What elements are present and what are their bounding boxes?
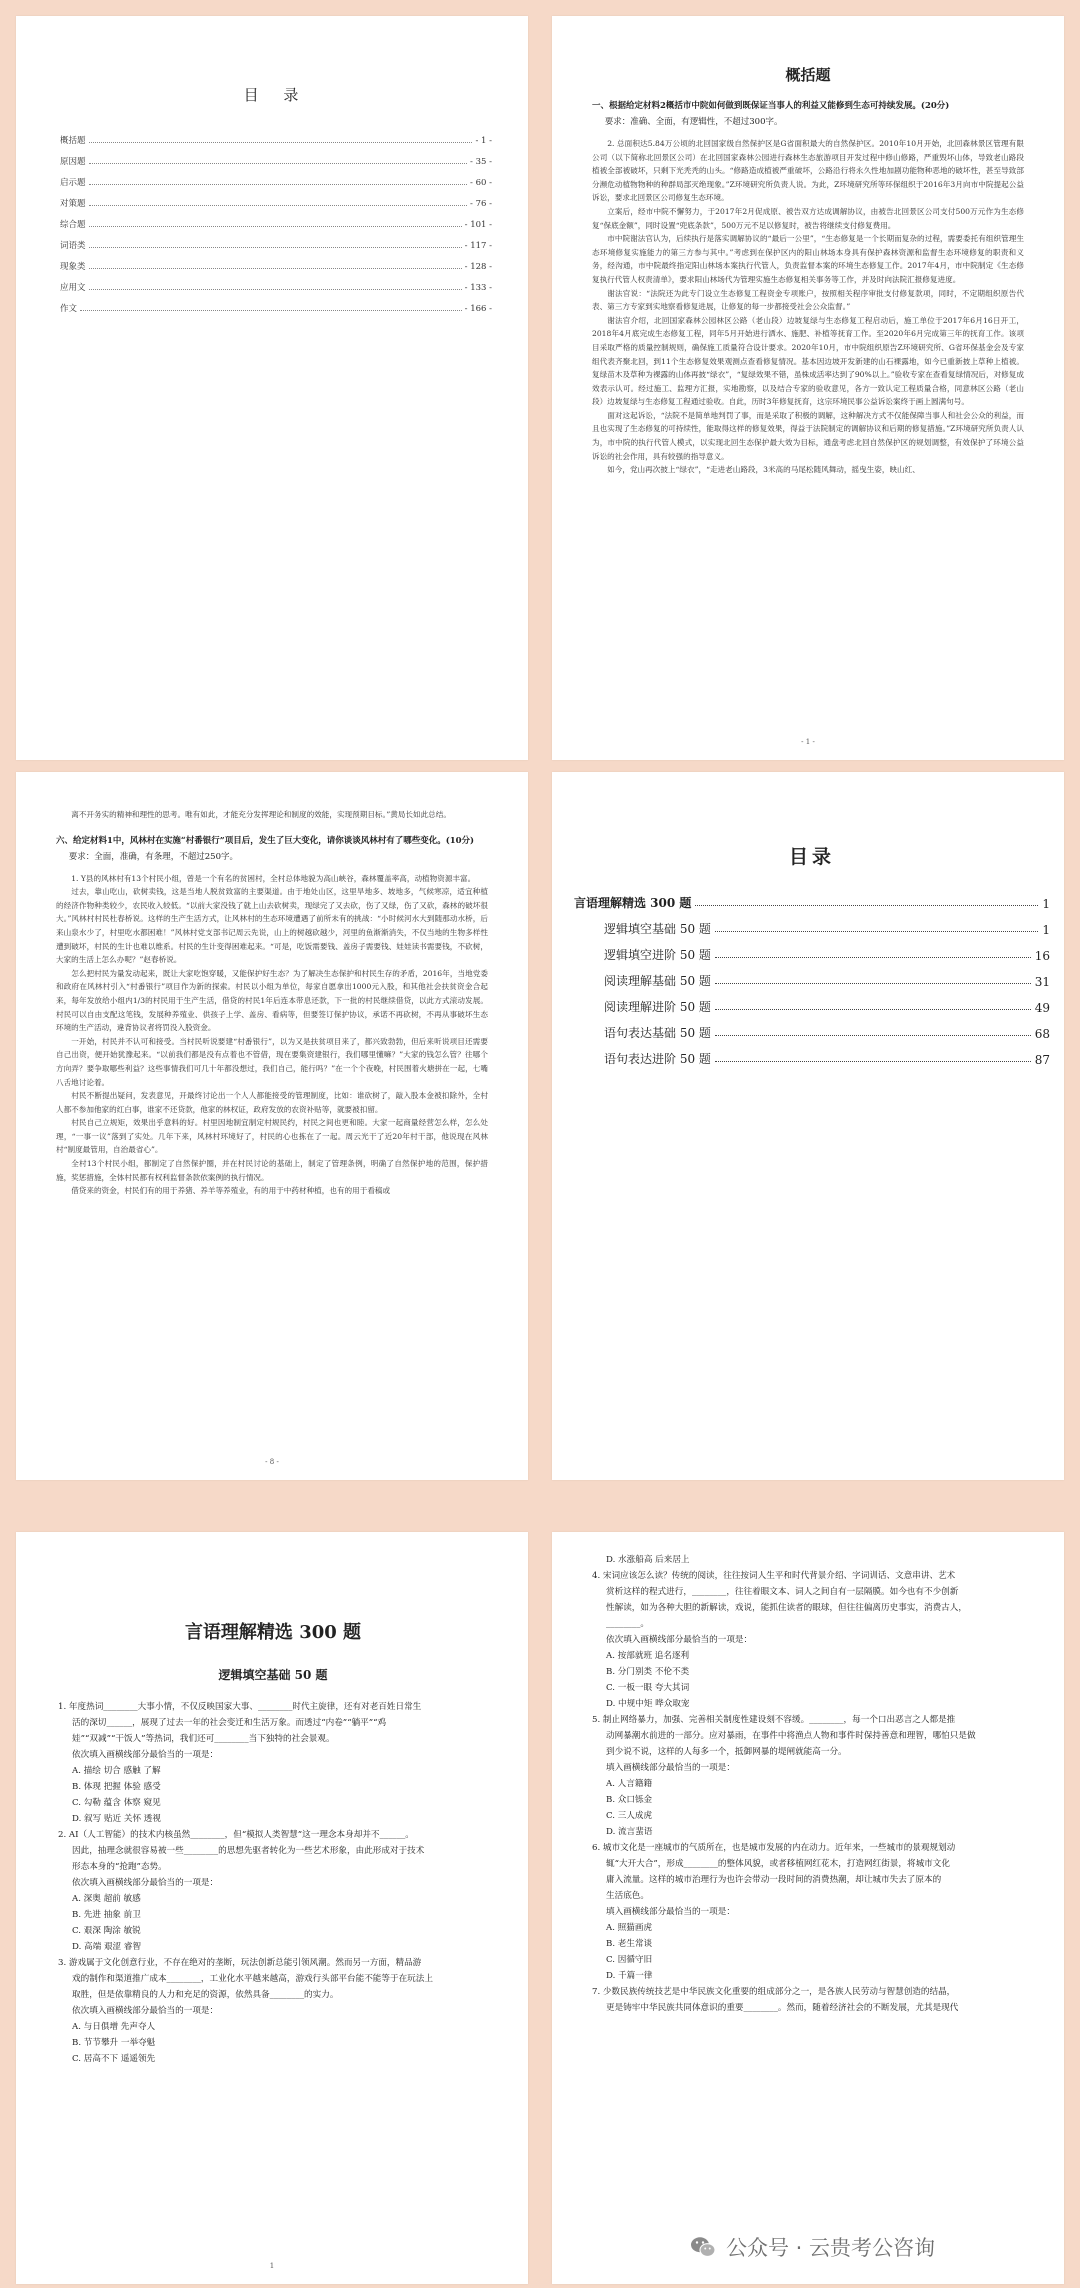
watermark bbox=[688, 2232, 935, 2262]
answer-option: C. 三人成虎 bbox=[606, 1811, 653, 1821]
material-paragraph: 谢法官介绍，北回国家森林公园林区公路（老山段）边坡复绿与生态修复工程启动后，施工单位于2017年6月16日开工，2018年4月底完成生态修复工程，同年5月开始进行洒水、施肥、补植等抚育工作。至2020年6月完成第三年的抚育工作。该项目采取严格的质量控制规则，确保施工质量符合设计要求。2020年10月，市中院组织原告Z环境研究所、G省环保基金会及专家组代表齐聚北回，到11个生态修复效果观测点查看修复情况。基本因边坡开发新建的山石裸露地，如今已重新披上草种上植被。复绿苗木及草种为裸露的山体再披“绿衣”，“复绿效果不错，虽株成活率达到了90%以上。”验收专家在查看复绿情况后，对修复成效表示认可。经过施工、监理方汇报，实地勘察，以及结合专家的验收意见，各方一致认定工程质量合格，同意林区公路（老山段）边坡复绿与生态修复工程通过验收。自此，历时3年修复抚育，这宗环境民事公益诉讼案终于画上圆满句号。 bbox=[592, 315, 1024, 407]
toc-page: - 128 - bbox=[464, 262, 492, 272]
toc-label: 综合题 bbox=[60, 220, 86, 230]
question-text: 赏析这样的程式进行，________，往往着眼文本、词人之间自有一层隔膜。如今也有不少创新 bbox=[606, 1587, 959, 1597]
toc2-leader bbox=[695, 905, 1038, 906]
answer-option: C. 居高不下 遥遥领先 bbox=[72, 2054, 156, 2064]
toc-row bbox=[60, 209, 492, 230]
question-text: 戏的制作和渠道推广成本________，工业化水平越来越高，游戏行头部平台能不能等于在玩法上 bbox=[72, 1974, 433, 1984]
page-number: - 1 - bbox=[801, 738, 815, 746]
toc-row bbox=[60, 272, 492, 293]
toc2-sub-row bbox=[574, 963, 1050, 989]
answer-option: B. 分门别类 不伦不类 bbox=[606, 1667, 690, 1677]
toc-label: 应用文 bbox=[60, 283, 86, 293]
question-text: 形态本身的“抢跑”态势。 bbox=[72, 1862, 167, 1872]
toc2-page: 68 bbox=[1034, 1027, 1050, 1041]
question-text: 依次填入画横线部分最恰当的一项是： bbox=[72, 1750, 219, 1760]
toc-label: 概括题 bbox=[60, 136, 86, 146]
answer-option: C. 勾勒 蕴含 体察 窥见 bbox=[72, 1798, 161, 1808]
answer-option: A. 照猫画虎 bbox=[606, 1923, 653, 1933]
material-paragraph: 2. 总面积达5.84万公顷的北回国家级自然保护区是G省面积最大的自然保护区。2010年10月开始，北回森林景区管理有限公司（以下简称北回景区公司）在北回国家森林公园进行森林生态旅游项目开发过程中修山修路，严重毁坏山体，导致老山路段植被全部被破坏，只剩下光秃秃的山头。“修路造成植被严重破坏，公路沿行将永久性地加剧功能物种恶地的破坏性，甚至导致部分濒危动植物物种的种群局部灭绝现象。”Z环境研究所负责人说。为此，Z环境研究所等环保组织于2016年3月向市中院提起公益诉讼，要求北回景区公司修复生态环境。 bbox=[592, 139, 1024, 203]
toc2-label: 语句表达基础 50 题 bbox=[604, 1026, 711, 1040]
question-stem: 7. 少数民族传统技艺是中华民族文化重要的组成部分之一，是各族人民劳动与智慧创造的结晶， bbox=[592, 1987, 956, 1997]
toc-leader bbox=[80, 310, 462, 311]
material-paragraph: 全村13个村民小组，都制定了自然保护圈，并在村民讨论的基础上，制定了管理条例，明确了自然保护地的范围，保护措施，奖惩措施，全体村民都有权利监督条款依案例的执行情况。 bbox=[56, 1159, 488, 1182]
question-stem: 5. 制止网络暴力，加强、完善相关制度性建设刻不容缓。________，每一个口出恶言之人都是推 bbox=[592, 1715, 956, 1725]
toc-row bbox=[60, 167, 492, 188]
question-text: 生活底色。 bbox=[606, 1891, 649, 1901]
question-stem: 1. 年度热词________大事小情，不仅反映国家大事、________时代主旋律，还有对老百姓日常生 bbox=[58, 1702, 422, 1712]
toc-label: 启示题 bbox=[60, 178, 86, 188]
question-text: 动网暴潮水前进的一部分。应对暴雨，在事件中将渔点人物和事件时保持善意和理智，哪怕只是做 bbox=[606, 1731, 976, 1741]
toc2-page: 87 bbox=[1034, 1053, 1050, 1067]
material-paragraph: 怎么把村民为量发动起来，既让大家吃饱穿暖，又能保护好生态？为了解决生态保护和村民生存的矛盾，2016年，当地党委和政府在风林村引入“村番银行”项目作为新的探索。村民以小组为单位，每家自愿拿出1000元入股，和其他社会扶贫资金合起来，每年发放给小组内1/3的村民用于生产生活，借贷的村民1年后连本带息还款，下一批的村民继续借贷，以此方式滚动发展。村民可以自由支配这笔钱，发展种养殖业、供孩子上学、盖房、看病等，但要签订保护协议，承诺不再砍树，不再从事破坏生态环境的生产活动，違背协议者将罚没入股资金。 bbox=[56, 968, 488, 1033]
material-paragraph: 市中院谢法官认为，后续执行是落实调解协议的“最后一公里”，“生态修复是一个长期而复杂的过程，需要委托有组织管理生态环境修复实施能力的第三方参与其中。”考虑到在保护区内的阳山林场本身具有保护森林资源和监督生态环境修复的职责和义务，经沟通，市中院最终指定阳山林场本案执行代管人，负责监督本案的环境生态修复工作。2017年4月，市中院制定《生态修复执行代管人权责清单》，要求阳山林场代为管理实施生态修复相关事务等工作，并及时向法院汇报修复进度。 bbox=[592, 234, 1024, 284]
toc2-page: 31 bbox=[1034, 975, 1050, 989]
question-requirement: 要求：全面，准确，有条理，不超过250字。 bbox=[68, 851, 238, 862]
toc-page: - 60 - bbox=[470, 178, 492, 188]
material-paragraph: 一开始，村民并不认可和接受。当村民听说要建“村番银行”，以为又是扶贫项目来了，都兴致勃勃，但后来听说项目还需要自己出资，便开始犹豫起来。“以前我们都是没有点着也不管借，现在要集资建银行，我们哪里懂嘛？”大家的钱怎么管？往哪个方向弄？要争取哪些利益？这些事情我们可几十年都没想过，我们自己，能行吗？”在一个个夜晚，村民围着火塘拼在一起，七嘴八舌地讨论着。 bbox=[56, 1036, 488, 1087]
toc-title: 目 录 bbox=[243, 86, 309, 104]
toc-row bbox=[60, 251, 492, 272]
question-text: 依次填入画横线部分最恰当的一项是： bbox=[72, 2006, 219, 2016]
toc2-label: 言语理解精选 300 题 bbox=[574, 896, 692, 910]
toc2-page bbox=[552, 772, 1064, 1480]
toc2-leader bbox=[715, 983, 1031, 984]
questions-page-1 bbox=[16, 1532, 528, 2284]
toc-page bbox=[16, 16, 528, 760]
answer-option: B. 众口铄金 bbox=[606, 1795, 653, 1805]
toc2-page: 1 bbox=[1042, 923, 1050, 937]
toc-leader bbox=[89, 226, 462, 227]
toc-label: 现象类 bbox=[60, 262, 86, 272]
toc2-title: 目录 bbox=[788, 846, 835, 868]
material-page bbox=[16, 772, 528, 1480]
toc2-sub-row bbox=[574, 1015, 1050, 1041]
material-paragraph: 谢法官说：“法院还为此专门设立生态修复工程资金专项账户，按照相关程序审批支付修复款项，同时，不定期组织原告代表、第三方专家到实地察看修复进展，让修复的每一步都接受社会公众监督。” bbox=[592, 288, 1024, 312]
answer-option: C. 一板一眼 夸大其词 bbox=[606, 1683, 690, 1693]
toc-label: 对策题 bbox=[60, 199, 86, 209]
toc2-label: 逻辑填空基础 50 题 bbox=[604, 922, 711, 936]
question-text: 依次填入画横线部分最恰当的一项是： bbox=[606, 1635, 753, 1645]
answer-option: D. 水涨船高 后来居上 bbox=[606, 1555, 690, 1565]
material-paragraph: 1. Y县的风林村有13个村民小组，曾是一个有名的贫困村，全村总体地貌为高山峡谷，森林覆盖率高，动植物资源丰富。 bbox=[71, 873, 476, 883]
question-text: 取胜，但是依靠精良的人力和充足的资源，依然具备________的实力。 bbox=[72, 1990, 339, 2000]
answer-option: A. 描绘 切合 感触 了解 bbox=[72, 1766, 161, 1776]
question-text: 娃”“双减”“干饭人”等热词，我们还可________当下独特的社会景观。 bbox=[72, 1734, 335, 1744]
toc-row bbox=[60, 230, 492, 251]
answer-option: D. 流言蜚语 bbox=[606, 1827, 653, 1837]
material-paragraph: 过去，靠山吃山，砍树卖钱，这是当地人脱贫致富的主要渠道。由于地处山区，这里旱地多、坡地多，气候寒凉，适宜种植的经济作物种类较少，农民收入较低。“以前大家没钱了就上山去砍树卖，现绿完了又去砍，伤了又绿，伤了又砍，森林的破坏很大。”风林村村民杜春桥说。这样的生产生活方式，让风林村的生态环境遭遇了前所未有的挑战：“小时候河水大到随那动水桥，后来山泉水少了，村里吃水都困难！”风林村党支部书记周云先说，山上的树越砍越少，河里的鱼渐渐消失，不仅当地的生物多样性遭到破坏，村民的生计也难以维系。村民的生计变得困难起来。“可是，吃饭需要钱、盖房子需要钱、娃娃读书需要钱，不砍树，大家的生活上怎么办呢？”赵春桥说。 bbox=[56, 887, 488, 965]
toc-leader bbox=[89, 247, 462, 248]
toc-page: - 101 - bbox=[464, 220, 492, 230]
toc-leader bbox=[89, 205, 468, 206]
material-paragraph: 村民不断提出疑问，发表意见，开最终讨论出一个人人都能接受的管理制度，比如：谁砍树了，敲入股本金被扣除外，全村人都不参加他家的红白事，谁家不还贷款，他家的林权证，政府发放的农资补贴等，就要被扣留。 bbox=[56, 1091, 488, 1114]
toc-label: 作文 bbox=[60, 304, 78, 314]
toc2-leader bbox=[715, 957, 1031, 958]
toc2-leader bbox=[715, 931, 1038, 932]
toc2-leader bbox=[715, 1035, 1031, 1036]
answer-option: C. 因循守旧 bbox=[606, 1955, 653, 1965]
toc-leader bbox=[89, 163, 468, 164]
page-title: 概括题 bbox=[785, 66, 831, 84]
answer-option: A. 与日俱增 先声夺人 bbox=[72, 2022, 156, 2032]
toc-leader bbox=[89, 268, 462, 269]
toc2-label: 语句表达进阶 50 题 bbox=[604, 1052, 711, 1066]
material-paragraph: 村民自己立规矩，效果出乎意料的好。村里因地制宜制定村规民约，村民之间也更和睦。大家一起商量经营怎么样，怎么处理，“一事一议”落到了实处。几年下来，风林村环境好了，村民的心也拣在了一起。周云光干了近20年村干部，他说现在风林村“制度最管用，自治最省心”。 bbox=[56, 1118, 488, 1155]
toc2-leader bbox=[715, 1061, 1031, 1062]
question-text: 填入画横线部分最恰当的一项是： bbox=[606, 1763, 735, 1773]
question-stem: 4. 宋词应该怎么读？传统的阅读，往往按词人生平和时代背景介绍、字词训话、文意串讲、艺术 bbox=[592, 1571, 956, 1581]
toc2-leader bbox=[715, 1009, 1031, 1010]
answer-option: D. 叙写 贴近 关怀 透视 bbox=[72, 1814, 161, 1824]
question-text: 依次填入画横线部分最恰当的一项是： bbox=[72, 1878, 219, 1888]
toc-row bbox=[60, 293, 492, 314]
toc2-label: 阅读理解进阶 50 题 bbox=[604, 1000, 711, 1014]
toc-page: - 76 - bbox=[470, 199, 492, 209]
watermark-text: 公众号 · 云贵考公咨询 bbox=[726, 2236, 936, 2260]
answer-option: B. 先进 抽象 前卫 bbox=[72, 1910, 141, 1920]
toc-page: - 1 - bbox=[475, 136, 492, 146]
material-paragraph: 借贷来的资金，村民们有的用于养猪、养羊等养殖业，有的用于中药材种植，也有的用于看稿或 bbox=[71, 1186, 391, 1196]
toc2-page: 49 bbox=[1034, 1001, 1050, 1015]
question-text: 到少说不说，这样的人每多一个，抵御网暴的堤闸就能高一分。 bbox=[606, 1747, 847, 1757]
section-title: 逻辑填空基础 50 题 bbox=[218, 1668, 328, 1682]
toc-row bbox=[60, 125, 492, 146]
toc2-sub-row bbox=[574, 911, 1050, 937]
toc-leader bbox=[89, 142, 473, 143]
question-requirement: 要求：准确、全面，有逻辑性，不超过300字。 bbox=[604, 117, 783, 127]
material-paragraph: 立案后，经市中院不懈努力，于2017年2月促成原、被告双方达成调解协议，由被告北回景区公司支付500万元作为生态修复“保底金额”，同时设置“兜底条款”，500万元不足以修复时，被告将继续支付修复费用。 bbox=[592, 206, 1024, 230]
toc-label: 原因题 bbox=[60, 157, 86, 167]
question-text: 辄“大开大合”，形成________的整体风貌，或者移植网红花木，打造网红街景，将城市文化 bbox=[606, 1859, 950, 1869]
question-heading: 六、给定材料1中，风林村在实施“村番银行”项目后，发生了巨大变化，请你谈谈风林村有了哪些变化。(10分) bbox=[56, 835, 475, 846]
answer-option: B. 老生常谈 bbox=[606, 1939, 653, 1949]
toc2-page: 1 bbox=[1042, 897, 1050, 911]
answer-option: D. 中规中矩 哗众取宠 bbox=[606, 1699, 690, 1709]
toc2-sub-row bbox=[574, 937, 1050, 963]
toc-page: - 117 - bbox=[464, 241, 492, 251]
answer-option: A. 人言籍籍 bbox=[606, 1779, 653, 1789]
toc2-sub-row bbox=[574, 1041, 1050, 1067]
toc2-sub-row bbox=[574, 989, 1050, 1015]
answer-option: C. 艰深 陶涂 敏锐 bbox=[72, 1926, 141, 1936]
summary-question-page bbox=[552, 16, 1064, 760]
question-text: 活的深切______，展现了过去一年的社会变迁和生活万象。而透过“内卷”“躺平”“鸡 bbox=[72, 1718, 387, 1728]
question-text: 性解读，如为各种大胆的新解读，戏说，能抓住读者的眼球，但往往偏离历史事实，消费古人， bbox=[606, 1603, 967, 1613]
material-paragraph: 面对这起诉讼，“法院不是简单地判罚了事，而是采取了积极的调解，这种解决方式不仅能保障当事人和社会公众的利益，而且也实现了生态修复的可持续性，能取得这样的修复效果，得益于法院制定的调解协议和后期的修复措施。”Z环境研究所负责人认为，市中院的执行代管人模式，以实现北回生态保护最大效为目标，通盘考虑北回自然保护区的规划调整，有效保护了环境公益诉讼的社会作用，具有较强的指导意义。 bbox=[592, 410, 1024, 461]
toc2-label: 阅读理解基础 50 题 bbox=[604, 974, 711, 988]
question-stem: 3. 游戏属于文化创意行业，不存在绝对的垄断，玩法创新总能引领风潮。然而另一方面，精品游 bbox=[58, 1958, 422, 1968]
page-number: 1 bbox=[269, 2262, 275, 2270]
question-text: ________。 bbox=[606, 1619, 649, 1629]
answer-option: B. 节节攀升 一举夺魁 bbox=[72, 2038, 156, 2048]
toc2-main-row bbox=[574, 885, 1050, 911]
question-stem: 6. 城市文化是一座城市的气质所在，也是城市发展的内在动力。近年来，一些城市的景观规划动 bbox=[592, 1843, 956, 1853]
answer-option: D. 千篇一律 bbox=[606, 1971, 653, 1981]
answer-option: A. 按部就班 追名逐利 bbox=[606, 1651, 690, 1661]
toc2-label: 逻辑填空进阶 50 题 bbox=[604, 948, 711, 962]
question-text: 填入画横线部分最恰当的一项是： bbox=[606, 1907, 735, 1917]
toc-leader bbox=[89, 289, 462, 290]
toc-page: - 166 - bbox=[464, 304, 492, 314]
page-number: - 8 - bbox=[265, 1458, 279, 1466]
answer-option: D. 高端 艰涩 睿智 bbox=[72, 1942, 142, 1952]
question-heading: 一、根据给定材料2概括市中院如何做到既保证当事人的利益又能修到生态可持续发展。(20分) bbox=[592, 101, 950, 111]
toc-page: - 35 - bbox=[470, 157, 492, 167]
toc-page: - 133 - bbox=[464, 283, 492, 293]
toc-label: 词语类 bbox=[60, 241, 86, 251]
question-text: 庸入流量。这样的城市治理行为也许会带动一段时间的消费热潮，却让城市失去了原本的 bbox=[606, 1875, 942, 1885]
toc-row bbox=[60, 146, 492, 167]
material-paragraph: 离不开务实的精神和理性的思考。唯有如此，才能充分发挥理论和制度的效能，实现预期目标。”黄局长如此总结。 bbox=[71, 810, 451, 819]
material-paragraph: 如今，党山再次披上“绿衣”，“走进老山路段，3米高的马尾松随风舞动，摇曳生姿，映山红、 bbox=[607, 465, 920, 475]
answer-option: B. 体现 把握 体验 感受 bbox=[72, 1782, 161, 1792]
toc2-page: 16 bbox=[1034, 949, 1050, 963]
question-text: 更是铸牢中华民族共同体意识的重要________。然而，随着经济社会的不断发展，尤其是现代 bbox=[606, 2003, 959, 2013]
question-text: 因此，抽理念就很容易被一些________的思想先驱者转化为一些艺术形象，由此形成对于技术 bbox=[72, 1846, 425, 1856]
toc-row bbox=[60, 188, 492, 209]
answer-option: A. 深奥 超前 敏感 bbox=[72, 1894, 141, 1904]
wechat-icon bbox=[688, 2232, 718, 2262]
toc-leader bbox=[89, 184, 468, 185]
book-title: 言语理解精选 300 题 bbox=[184, 1622, 362, 1643]
questions-page-2 bbox=[552, 1532, 1064, 2284]
question-stem: 2. AI（人工智能）的技术内核虽然________，但“模拟人类智慧”这一理念本身却并不______。 bbox=[58, 1830, 414, 1840]
